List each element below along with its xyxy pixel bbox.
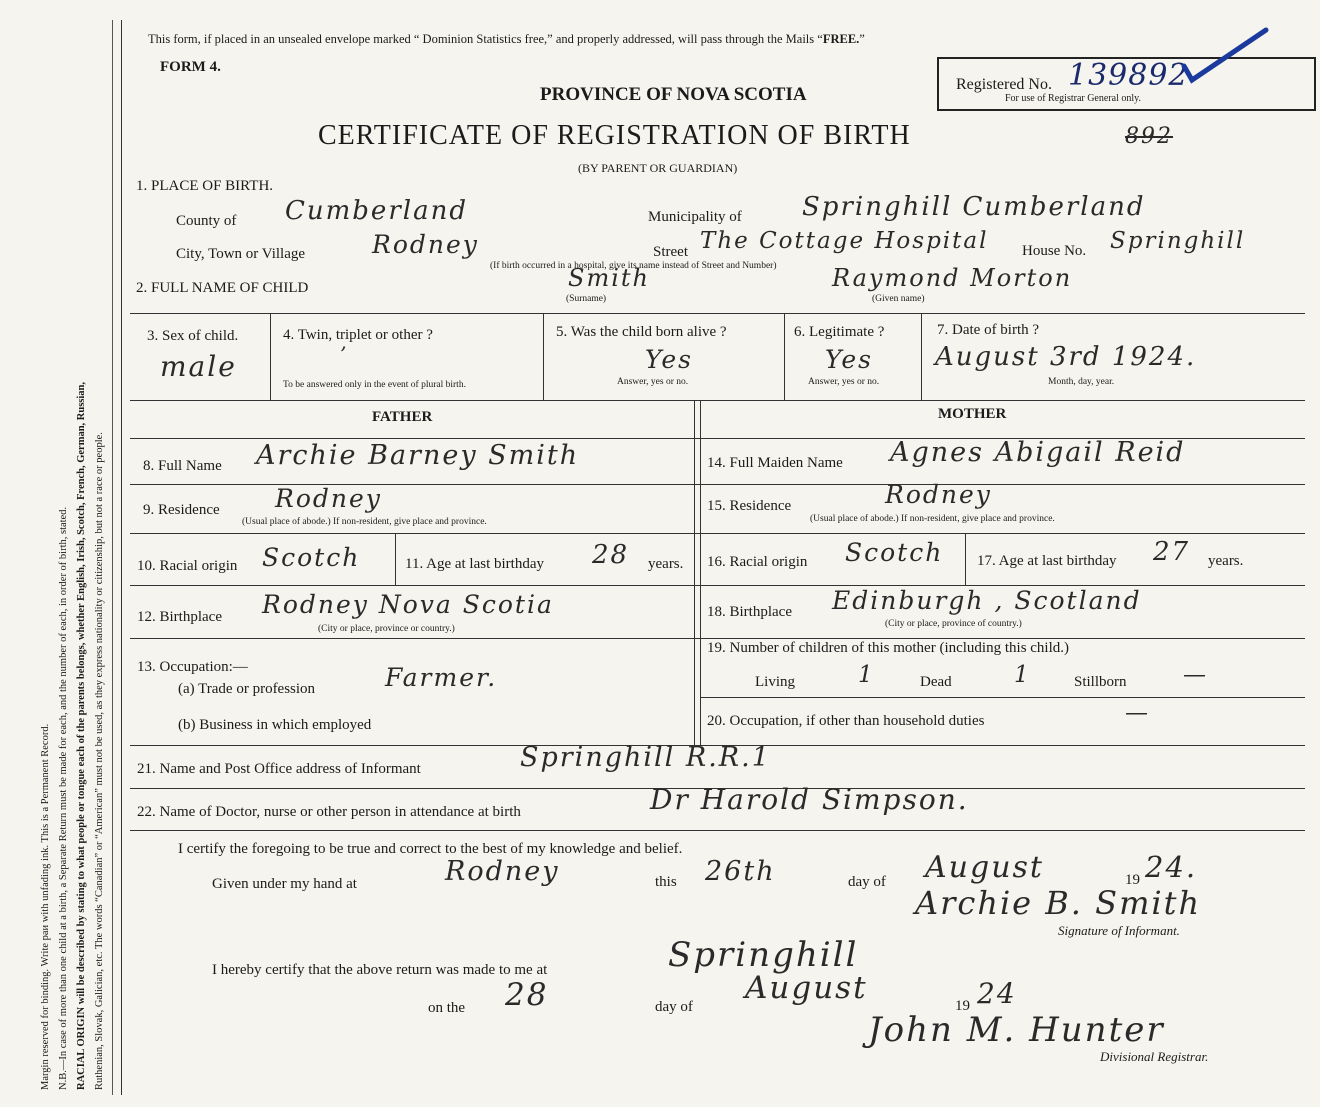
father-race: Scotch — [262, 543, 361, 572]
rule-parent-3 — [130, 533, 1305, 534]
county-value: Cumberland — [285, 196, 468, 226]
city-label: City, Town or Village — [176, 246, 306, 262]
child-name-label: 2. FULL NAME OF CHILD — [136, 280, 309, 296]
mother-residence-note: (Usual place of abode.) If non-resident, give place and province. — [810, 514, 1055, 524]
registrar-year-prefix: 19 — [955, 998, 970, 1014]
street-label: Street — [653, 244, 688, 260]
alive-value: Yes — [645, 345, 693, 374]
checkmark-icon — [1180, 26, 1270, 86]
house-value: Springhill — [1110, 228, 1246, 254]
rule-mother-6 — [701, 697, 1305, 698]
child-surname: Smith — [568, 264, 650, 292]
sex-value: male — [160, 350, 237, 383]
mother-name: Agnes Abigail Reid — [890, 437, 1186, 468]
father-age-divider — [395, 533, 396, 585]
father-residence-label: 9. Residence — [143, 502, 220, 518]
divider-2 — [543, 313, 544, 400]
dob-value: August 3rd 1924. — [935, 342, 1197, 372]
doctor-value: Dr Harold Simpson. — [650, 783, 969, 816]
mother-race-label: 16. Racial origin — [707, 554, 808, 570]
father-name: Archie Barney Smith — [256, 440, 580, 471]
father-heading: FATHER — [372, 409, 433, 425]
registrar-on-the-label: on the — [428, 1000, 466, 1016]
margin-note-nb: N.B.—In case of more than one child at a birth, a Separate Return must be made for each, and the number of each, in order of birth, stated. — [58, 506, 69, 1090]
mother-occupation-label: 20. Occupation, if other than household duties — [707, 713, 985, 729]
mother-residence: Rodney — [885, 480, 992, 509]
informant-signature: Archie B. Smith — [915, 884, 1202, 922]
stillborn-label: Stillborn — [1074, 674, 1127, 690]
father-birthplace-label: 12. Birthplace — [137, 609, 222, 625]
father-age-label: 11. Age at last birthday — [405, 556, 544, 572]
rule-top-row — [130, 313, 1305, 314]
registrar-month: August — [745, 970, 868, 1006]
place-of-birth-heading: 1. PLACE OF BIRTH. — [136, 178, 274, 194]
sex-label: 3. Sex of child. — [147, 328, 239, 344]
province-title: PROVINCE OF NOVA SCOTIA — [540, 84, 807, 105]
registrar-place: Springhill — [668, 935, 859, 975]
divider-3 — [784, 313, 785, 400]
informant-label: 21. Name and Post Office address of Informant — [137, 761, 421, 777]
certify-month: August — [925, 850, 1044, 885]
father-birthplace: Rodney Nova Scotia — [262, 590, 554, 619]
certificate-title: CERTIFICATE OF REGISTRATION OF BIRTH — [318, 120, 911, 151]
trade-value: Farmer. — [385, 663, 498, 692]
rule-parent-5 — [130, 638, 1305, 639]
stillborn-value: — — [1183, 662, 1208, 688]
father-birthplace-note: (City or place, province or country.) — [318, 624, 455, 634]
certify-year: 24. — [1145, 850, 1198, 884]
divider-1 — [270, 313, 271, 400]
dead-value: 1 — [1014, 662, 1031, 688]
legit-value: Yes — [825, 345, 873, 374]
twin-value: ’ — [340, 342, 349, 366]
mother-age-divider — [965, 533, 966, 585]
certify-day-of-label: day of — [848, 874, 886, 890]
margin-border-outer — [112, 20, 113, 1095]
twin-label: 4. Twin, triplet or other ? — [283, 327, 433, 343]
business-label: (b) Business in which employed — [178, 717, 372, 733]
certify-day: 26th — [705, 856, 776, 887]
certify-this-label: this — [655, 874, 677, 890]
certificate-subtitle: (BY PARENT OR GUARDIAN) — [578, 161, 738, 175]
living-label: Living — [755, 674, 795, 690]
certify-place: Rodney — [445, 856, 560, 887]
mother-years: years. — [1208, 553, 1244, 569]
margin-border-inner — [121, 20, 122, 1095]
mother-age-label: 17. Age at last birthday — [977, 553, 1117, 569]
registrar-year: 24 — [977, 977, 1017, 1010]
margin-note-racial-1: RACIAL ORIGIN will be described by stating to what people or tongue each of the parents belongs, whether English, Irish, Scotch, French, German, Russian, — [76, 381, 87, 1090]
city-value: Rodney — [372, 230, 479, 259]
doctor-label: 22. Name of Doctor, nurse or other person in attendance at birth — [137, 804, 521, 820]
margin-note-binding: Margin reserved for binding. Write pаи with unfading ink. This is a Permanent Record. — [40, 723, 51, 1090]
mother-age: 27 — [1153, 537, 1191, 567]
municipality-value: Springhill Cumberland — [802, 192, 1146, 222]
divider-4 — [921, 313, 922, 400]
alive-label: 5. Was the child born alive ? — [556, 324, 727, 340]
certify-statement: I certify the foregoing to be true and correct to the best of my knowledge and belief. — [178, 841, 683, 857]
mother-birthplace: Edinburgh , Scotland — [832, 586, 1142, 615]
municipality-label: Municipality of — [648, 209, 742, 225]
certify-year-prefix: 19 — [1125, 872, 1140, 888]
children-count-label: 19. Number of children of this mother (including this child.) — [707, 640, 1070, 656]
trade-label: (a) Trade or profession — [178, 681, 316, 697]
struck-number: 892 — [1125, 124, 1173, 149]
occupation-label: 13. Occupation:— — [137, 659, 248, 675]
mother-birthplace-label: 18. Birthplace — [707, 604, 792, 620]
rule-doctor — [130, 830, 1305, 831]
twin-note: To be answered only in the event of plural birth. — [283, 380, 466, 390]
signature-caption: Signature of Informant. — [1058, 923, 1180, 938]
child-given-name: Raymond Morton — [832, 264, 1073, 292]
living-value: 1 — [858, 662, 875, 688]
given-caption: (Given name) — [872, 294, 925, 304]
legit-note: Answer, yes or no. — [808, 377, 880, 387]
registered-label: Registered No. — [956, 76, 1052, 93]
father-residence-note: (Usual place of abode.) If non-resident, give place and province. — [242, 517, 487, 527]
legit-label: 6. Legitimate ? — [794, 324, 885, 340]
dead-label: Dead — [920, 674, 952, 690]
form-number: FORM 4. — [160, 59, 221, 75]
father-years: years. — [648, 556, 684, 572]
informant-value: Springhill R.R.1 — [520, 742, 771, 773]
registrar-day-of-label: day of — [655, 999, 693, 1015]
county-label: County of — [176, 213, 237, 229]
registrar-signature: John M. Hunter — [868, 1010, 1165, 1050]
registrar-statement: I hereby certify that the above return was made to me at — [212, 962, 548, 978]
rule-row-bottom — [130, 400, 1305, 401]
father-race-label: 10. Racial origin — [137, 558, 238, 574]
registered-note: For use of Registrar General only. — [1005, 93, 1141, 104]
mail-notice: This form, if placed in an unsealed envelope marked “ Dominion Statistics free,” and properly addressed, will pass through the Mails “FREE.” — [148, 32, 865, 46]
father-age: 28 — [592, 540, 630, 570]
mother-name-label: 14. Full Maiden Name — [707, 455, 843, 471]
father-name-label: 8. Full Name — [143, 458, 222, 474]
registrar-caption: Divisional Registrar. — [1100, 1049, 1209, 1064]
dob-note: Month, day, year. — [1048, 377, 1115, 387]
mother-race: Scotch — [845, 538, 944, 567]
mother-occupation: — — [1125, 700, 1150, 726]
registered-number: 139892 — [1068, 58, 1189, 93]
dob-label: 7. Date of birth ? — [937, 322, 1040, 338]
house-label: House No. — [1022, 243, 1087, 259]
alive-note: Answer, yes or no. — [617, 377, 689, 387]
margin-note-racial-2: Ruthenian, Slovak, Galician, etc. The words “Canadian” or “American” must not be used, as they express nationality or citizenship, but not a race or people. — [94, 432, 105, 1090]
hospital-note: (If birth occurred in a hospital, give its name instead of Street and Number) — [490, 261, 777, 271]
parent-divider — [694, 400, 695, 745]
registrar-day: 28 — [505, 977, 549, 1013]
mother-residence-label: 15. Residence — [707, 498, 792, 514]
street-value: The Cottage Hospital — [700, 228, 989, 254]
given-under-label: Given under my hand at — [212, 876, 357, 892]
mother-heading: MOTHER — [938, 406, 1007, 422]
mother-birthplace-note: (City or place, province of country.) — [885, 619, 1022, 629]
parent-divider-2 — [700, 400, 701, 745]
surname-caption: (Surname) — [566, 294, 607, 304]
father-residence: Rodney — [275, 484, 382, 513]
